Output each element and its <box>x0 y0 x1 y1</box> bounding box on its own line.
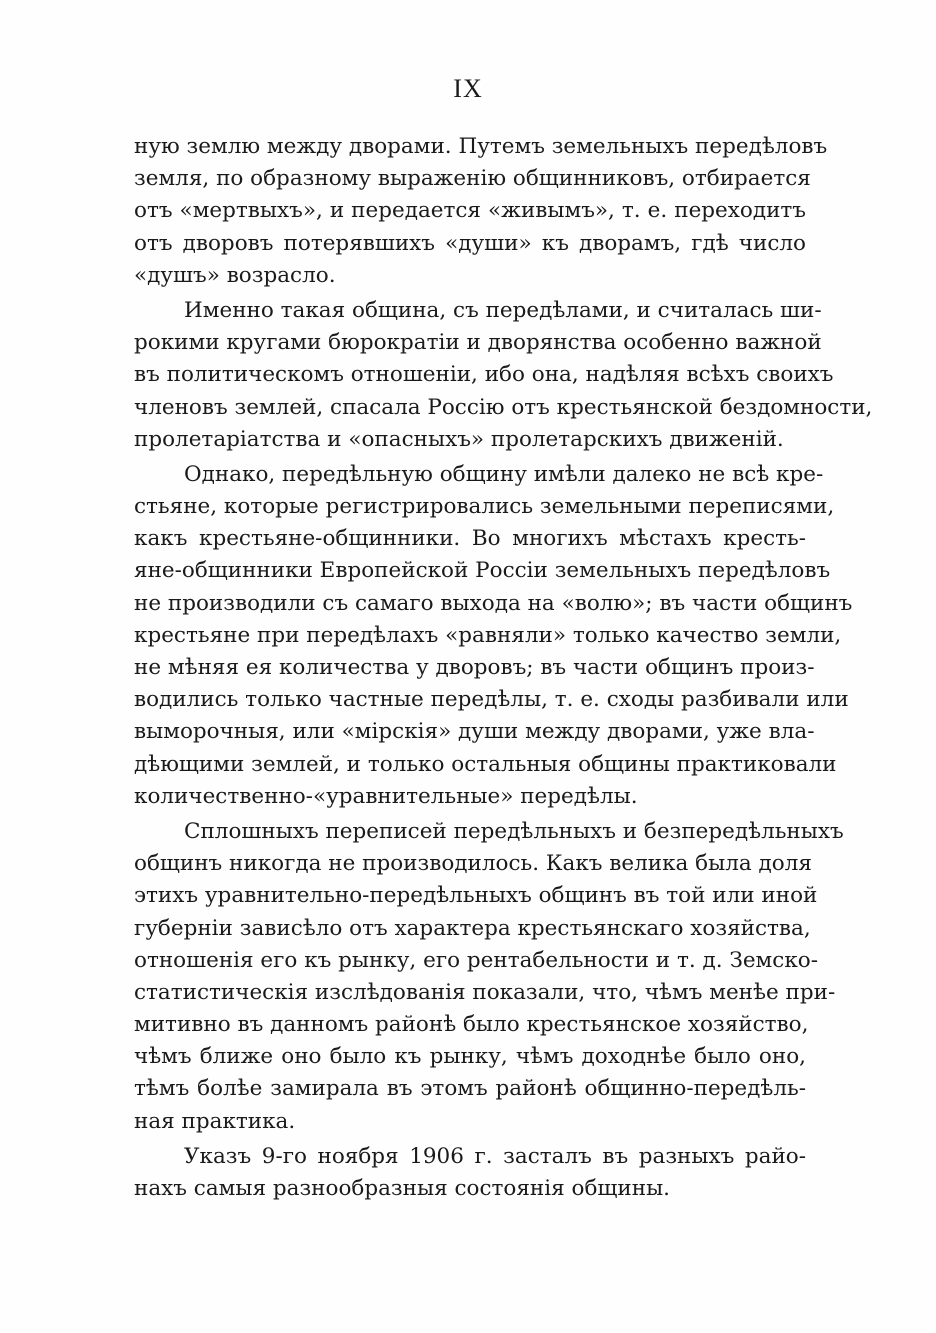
text-line: Именно такая община, съ передѣлами, и считалась ши- <box>184 297 822 323</box>
paragraph-3 <box>134 459 853 813</box>
text-line: тѣмъ болѣе замирала въ этомъ районѣ общинно-передѣль- <box>134 1076 806 1102</box>
text-line: этихъ уравнительно-передѣльныхъ общинъ въ той или иной <box>134 883 818 909</box>
text-line: ную землю между дворами. Путемъ земельныхъ передѣловъ <box>134 134 828 159</box>
text-line: Сплошныхъ переписей передѣльныхъ и безпередѣльныхъ <box>184 818 844 844</box>
text-line: стьяне, которые регистрировались земельными переписями, <box>134 494 835 520</box>
text-line: Указъ 9-го ноября 1906 г. засталъ въ разныхъ райо- <box>184 1143 806 1169</box>
text-line: отъ дворовъ потерявшихъ «души» къ дворамъ, гдѣ число <box>134 230 806 256</box>
text-line: членовъ землей, спасала Россію отъ крестьянской бездомности, <box>134 394 873 420</box>
text-line: въ политическомъ отношеніи, ибо она, надѣляя всѣхъ своихъ <box>134 362 834 388</box>
text-line: не мѣняя ея количества у дворовъ; въ части общинъ произ- <box>134 655 815 680</box>
text-line: отъ «мертвыхъ», и передается «живымъ», т. е. переходитъ <box>134 198 806 224</box>
text-line: земля, по образному выраженію общинниковъ, отбирается <box>134 166 811 192</box>
text-line: митивно въ данномъ районѣ было крестьянское хозяйство, <box>134 1012 809 1038</box>
body-text <box>134 131 873 1205</box>
text-line: рокими кругами бюрократіи и дворянства особенно важной <box>134 330 822 356</box>
text-line: губерніи зависѣло отъ характера крестьянскаго хозяйства, <box>134 915 811 941</box>
text-line: общинъ никогда не производилось. Какъ велика была доля <box>134 851 812 877</box>
text-line: нахъ самыя разнообразныя состоянія общины. <box>134 1176 671 1201</box>
paragraph-2 <box>134 295 873 456</box>
text-line: «душъ» возрасло. <box>134 262 336 288</box>
text-line: водились только частные передѣлы, т. е. сходы разбивали или <box>134 687 849 713</box>
paragraph-5 <box>134 1141 806 1205</box>
text-line: отношенія его къ рынку, его рентабельности и т. д. Земско- <box>134 947 818 973</box>
paragraph-1 <box>134 131 828 292</box>
text-line: какъ крестьяне-общинники. Во многихъ мѣстахъ кресть- <box>134 526 806 552</box>
page-number: IX <box>453 74 483 103</box>
text-line: яне-общинники Европейской Россіи земельныхъ передѣловъ <box>134 558 831 584</box>
text-line: количественно-«уравнительные» передѣлы. <box>134 783 638 809</box>
text-line: не производили съ самаго выхода на «волю»; въ части общинъ <box>134 590 853 616</box>
text-line: крестьяне при передѣлахъ «равняли» только качество земли, <box>134 622 842 648</box>
paragraph-4 <box>134 816 844 1138</box>
text-line: чѣмъ ближе оно было къ рынку, чѣмъ доходнѣе было оно, <box>134 1044 806 1070</box>
text-line: выморочныя, или «мірскія» души между дворами, уже вла- <box>134 719 815 745</box>
text-line: ная практика. <box>134 1108 296 1134</box>
text-line: пролетаріатства и «опасныхъ» пролетарскихъ движеній. <box>134 426 784 452</box>
text-line: Однако, передѣльную общину имѣли далеко не всѣ кре- <box>184 461 824 487</box>
text-line: дѣющими землей, и только остальныя общины практиковали <box>134 751 837 777</box>
text-line: статистическія изслѣдованія показали, что, чѣмъ менѣе при- <box>134 979 836 1005</box>
